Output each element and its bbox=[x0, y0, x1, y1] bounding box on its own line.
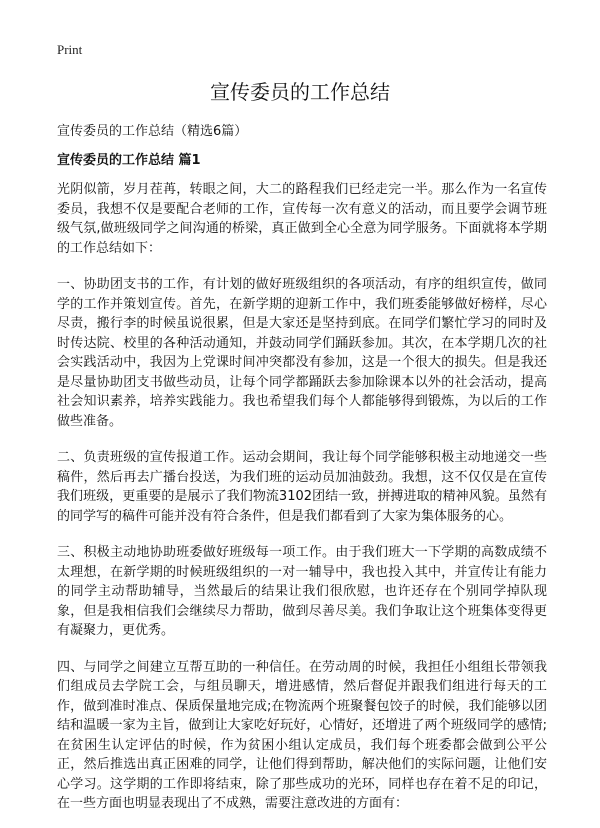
document-body bbox=[57, 180, 547, 828]
paragraph-1: 光阴似箭，岁月茬苒，转眼之间，大二的路程我们已经走完一半。那么作为一名宣传委员，我想不仅是要配合老师的工作，宣传每一次有意义的活动，而且要学会调节班级气氛,做班级同学之间沟通的桥梁，真正做到全心全意为同学服务。下面就将本学期的工作总结如下： bbox=[57, 182, 547, 256]
section-heading: 宣传委员的工作总结 篇1 bbox=[57, 153, 201, 168]
paragraph-5: 四、与同学之间建立互帮互助的一种信任。在劳动周的时候，我担任小组组长带领我们组成员去学院工会，与组员聊天，增进感情，然后督促并跟我们组进行每天的工作，做到准时准点、保质保量地完成;在物流两个班聚餐包饺子的时候，我们能够以团结和温暖一家为主旨，做到让大家吃好玩好，心情好，还增进了两个班级同学的感情;在贫困生认定评估的时候，作为贫困小组认定成员，我们每个班委都会做到公平公正，然后推选出真正困难的同学，让他们得到帮助，解决他们的实际问题，让他们安心学习。这学期的工作即将结束，除了那些成功的光环，同样也存在着不足的印记，在一些方面也明显表现出了不成熟，需要注意改进的方面有： bbox=[57, 659, 547, 811]
paragraph-2: 一、协助团支书的工作，有计划的做好班级组织的各项活动，有序的组织宣传，做同学的工作并策划宣传。首先，在新学期的迎新工作中，我们班委能够做好榜样，尽心尽责，搬行李的时候虽说很累，但是大家还是坚持到底。在同学们繁忙学习的同时及时传达院、校里的各种活动通知，并鼓动同学们踊跃参加。其次，在本学期几次的社会实践活动中，我因为上党课时间冲突都没有参加，这是一个很大的损失。但是我还是尽量协助团支书做些动员，让每个同学都踊跃去参加除课本以外的社会活动，提高社会知识素养，培养实践能力。我也希望我们每个人都能够得到锻炼，为以后的工作做些准备。 bbox=[57, 277, 547, 429]
print-link[interactable]: Print bbox=[57, 42, 83, 57]
document-subtitle: 宣传委员的工作总结（精选6篇） bbox=[57, 124, 248, 139]
paragraph-3: 二、负责班级的宣传报道工作。运动会期间，我让每个同学能够积极主动地递交一些稿件，然后再去广播台投送，为我们班的运动员加油鼓劲。我想，这不仅仅是在宣传我们班级，更重要的是展示了我们物流3102团结一致，拼搏进取的精神风貌。虽然有的同学写的稿件可能并没有符合条件，但是我们都看到了大家为集体服务的心。 bbox=[57, 450, 547, 524]
paragraph-4: 三、积极主动地协助班委做好班级每一项工作。由于我们班大一下学期的高数成绩不太理想，在新学期的时候班级组织的一对一辅导中，我也投入其中，并宣传让有能力的同学主动帮助辅导，当然最后的结果让我们很欣慰，也许还存在个别同学掉队现象，但是我相信我们会继续尽力帮助，做到尽善尽美。我们争取让这个班集体变得更有凝聚力，更优秀。 bbox=[57, 545, 547, 638]
document-title: 宣传委员的工作总结 bbox=[210, 80, 390, 104]
